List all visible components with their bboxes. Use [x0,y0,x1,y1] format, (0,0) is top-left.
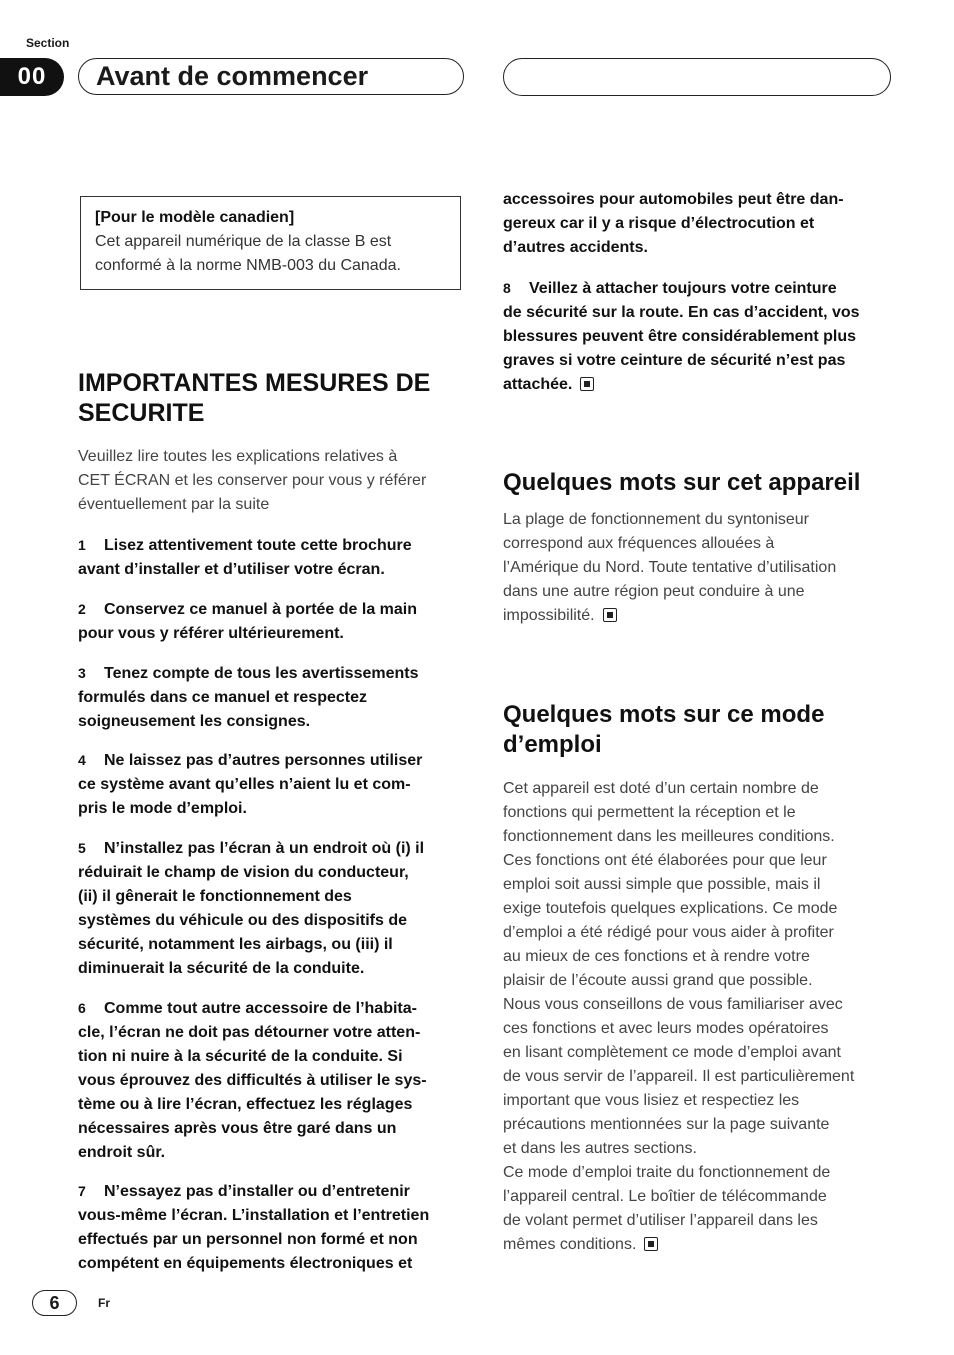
item-line: Ne laissez pas d’autres personnes utiliser [104,752,423,769]
item-number: 1 [78,537,86,553]
canada-notice-line: Cet appareil numérique de la classe B est [95,233,392,250]
heading-line: Quelques mots sur ce mode [503,701,825,728]
text-line: de volant permet d’utiliser l’appareil dans les [503,1212,818,1229]
item-line: gereux car il y a risque d’électrocution et [503,215,815,232]
text-line: correspond aux fréquences allouées à [503,535,775,552]
text-line: au mieux de ces fonctions et à rendre votre [503,948,810,965]
safety-heading-line: SECURITE [78,399,205,427]
safety-item-5 [78,836,424,981]
safety-intro [78,445,426,517]
text-line: plaisir de l’écoute aussi grand que possible. [503,972,813,989]
text-line: en lisant complètement ce mode d’emploi avant [503,1044,841,1061]
safety-intro-line: CET ÉCRAN et les conserver pour vous y référer [78,472,427,489]
item-line: Veillez à attacher toujours votre ceinture [529,280,837,297]
item-number: 7 [78,1183,86,1199]
mode-emploi-text [503,777,854,1257]
item-line: de sécurité sur la route. En cas d’accident, vos [503,304,860,321]
canada-notice-line: conformé à la norme NMB-003 du Canada. [95,257,401,274]
safety-item-7-continued [503,188,844,260]
item-number: 2 [78,601,86,617]
item-line: blessures peuvent être considérablement plus [503,328,857,345]
item-line: d’autres accidents. [503,239,648,256]
safety-item-7 [78,1179,429,1276]
appareil-heading: Quelques mots sur cet appareil [503,469,861,496]
appareil-text [503,508,836,628]
item-line: accessoires pour automobiles peut être dan- [503,191,844,208]
item-line: compétent en équipements électroniques et [78,1255,413,1272]
item-line: Conservez ce manuel à portée de la main [104,601,418,618]
subtitle-frame [503,58,891,96]
text-line: emploi soit aussi simple que possible, mais il [503,876,821,893]
section-number-badge: 00 [0,58,64,96]
item-line: pris le mode d’emploi. [78,800,247,817]
text-line: de vous servir de l’appareil. Il est particulièrement [503,1068,855,1085]
item-line: diminuerait la sécurité de la conduite. [78,960,365,977]
text-line: l’Amérique du Nord. Toute tentative d’utilisation [503,559,837,576]
safety-item-4 [78,748,422,821]
safety-intro-line: éventuellement par la suite [78,496,270,513]
item-line: vous éprouvez des difficultés à utiliser le sys- [78,1072,427,1089]
text-line: Nous vous conseillons de vous familiariser avec [503,996,843,1013]
safety-intro-line: Veuillez lire toutes les explications relatives à [78,448,398,465]
text-line: et dans les autres sections. [503,1140,697,1157]
item-line: graves si votre ceinture de sécurité n’est pas [503,352,846,369]
item-line: systèmes du véhicule ou des dispositifs de [78,912,407,929]
text-line: d’emploi a été rédigé pour vous aider à profiter [503,924,834,941]
item-line: endroit sûr. [78,1144,166,1161]
item-number: 6 [78,1000,86,1016]
item-line: nécessaires après vous être garé dans un [78,1120,397,1137]
heading-line: d’emploi [503,731,602,758]
item-line: cle, l’écran ne doit pas détourner votre atten- [78,1024,421,1041]
text-line: Cet appareil est doté d’un certain nombre de [503,780,819,797]
safety-item-1 [78,533,412,582]
canada-notice-heading: [Pour le modèle canadien] [95,209,295,226]
item-number: 8 [503,280,511,296]
item-line: réduirait le champ de vision du conducteur, [78,864,409,881]
text-line: mêmes conditions. [503,1236,637,1253]
item-line: soigneusement les consignes. [78,713,311,730]
item-line: Comme tout autre accessoire de l’habita- [104,1000,417,1017]
item-line: effectués par un personnel non formé et non [78,1231,418,1248]
item-number: 5 [78,840,86,856]
item-line: Tenez compte de tous les avertissements [104,665,419,682]
safety-item-6 [78,996,427,1165]
page-title: Avant de commencer [96,61,369,91]
end-of-section-icon [603,608,617,622]
safety-item-3 [78,661,418,734]
item-line: tion ni nuire à la sécurité de la conduite. Si [78,1048,403,1065]
text-line: fonctionnement dans les meilleures conditions. [503,828,835,845]
item-number: 4 [78,752,86,768]
text-line: Ces fonctions ont été élaborées pour que leur [503,852,827,869]
end-of-section-icon [644,1237,658,1251]
text-line: l’appareil central. Le boîtier de télécommande [503,1188,827,1205]
canada-notice-box [80,196,461,290]
item-line: avant d’installer et d’utiliser votre écran. [78,561,385,578]
item-line: vous-même l’écran. L’installation et l’entretien [78,1207,430,1224]
text-line: ces fonctions et avec leurs modes opératoires [503,1020,829,1037]
end-of-section-icon [580,377,594,391]
text-line: important que vous lisiez et respectiez les [503,1092,800,1109]
item-line: (ii) il gênerait le fonctionnement des [78,888,352,905]
text-line: dans une autre région peut conduire à une [503,583,805,600]
text-line: fonctions qui permettent la réception et le [503,804,796,821]
item-line: Lisez attentivement toute cette brochure [104,537,412,554]
item-line: N’installez pas l’écran à un endroit où (i) il [104,840,425,857]
item-line: ce système avant qu’elles n’aient lu et com- [78,776,411,793]
text-line: précautions mentionnées sur la page suivante [503,1116,830,1133]
item-number: 3 [78,665,86,681]
item-line: attachée. [503,376,573,393]
safety-heading-line: IMPORTANTES MESURES DE [78,369,431,397]
text-line: exige toutefois quelques explications. Ce mode [503,900,838,917]
safety-item-2 [78,597,417,646]
item-line: sécurité, notamment les airbags, ou (iii) il [78,936,393,953]
safety-item-8 [503,276,860,397]
page-number: 6 [32,1290,77,1316]
language-code: Fr [98,1296,110,1310]
item-line: tème ou à lire l’écran, effectuez les réglages [78,1096,413,1113]
item-line: pour vous y référer ultérieurement. [78,625,344,642]
safety-heading [78,368,430,428]
mode-emploi-heading [503,700,824,760]
text-line: impossibilité. [503,607,595,624]
text-line: La plage de fonctionnement du syntoniseur [503,511,809,528]
item-line: N’essayez pas d’installer ou d’entretenir [104,1183,410,1200]
item-line: formulés dans ce manuel et respectez [78,689,367,706]
text-line: Ce mode d’emploi traite du fonctionnement de [503,1164,831,1181]
section-label: Section [26,36,70,50]
